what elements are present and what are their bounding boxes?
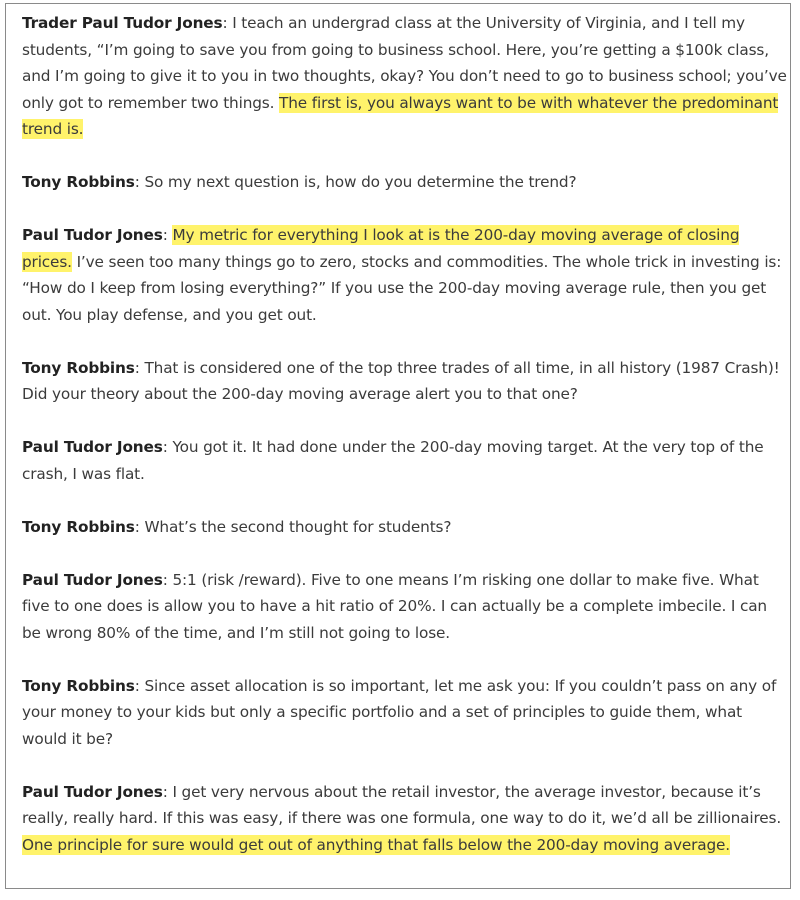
paragraph-text: :: [162, 226, 173, 244]
highlighted-text: My metric for everything I look at is the 200-day moving average of closing prices.: [22, 226, 740, 271]
transcript-paragraph: [22, 10, 788, 143]
transcript-paragraph: [22, 355, 788, 408]
speaker-name: Trader Paul Tudor Jones: [22, 14, 223, 32]
paragraph-text: : You got it. It had done under the 200-day moving target. At the very top of the crash, I was flat.: [22, 438, 764, 483]
transcript: [22, 10, 788, 885]
speaker-name: Paul Tudor Jones: [22, 782, 163, 801]
transcript-paragraph: [22, 567, 788, 647]
speaker-name: Paul Tudor Jones: [22, 438, 163, 456]
transcript-frame: [5, 3, 791, 889]
speaker-name: Paul Tudor Jones: [22, 570, 163, 589]
paragraph-text: : I get very nervous about the retail investor, the average investor, because it’s really, really hard. If this was easy, if there was one formula, one way to do it, we’d all be zillionaires.: [22, 782, 782, 827]
speaker-name: Tony Robbins: [22, 517, 135, 536]
paragraph-text: : I teach an undergrad class at the University of Virginia, and I tell my students, “I’m going to save you from going to business school. Here, you’re getting a $100k class, and I’m going to give it to you in two thoughts, okay? You don’t need to go to business school; you’ve only got to remember two things.: [22, 14, 787, 112]
paragraph-text-after: I’ve seen too many things go to zero, stocks and commodities. The whole trick in investing is: “How do I keep from losing everything?” If you use the 200-day moving average rule, then you get out. You play defense, and you get out.: [22, 252, 782, 324]
transcript-paragraph: [22, 673, 788, 753]
paragraph-text: : 5:1 (risk /reward). Five to one means I’m risking one dollar to make five. What five to one does is allow you to have a hit ratio of 20%. I can actually be a complete imbecile. I can be wrong 80% of the time, and I’m still not going to lose.: [22, 570, 767, 642]
speaker-name: Tony Robbins: [22, 358, 135, 377]
transcript-paragraph: [22, 222, 788, 328]
paragraph-text: : Since asset allocation is so important, let me ask you: If you couldn’t pass on any of your money to your kids but only a specific portfolio and a set of principles to guide them, what would it be?: [22, 676, 777, 748]
speaker-name: Tony Robbins: [22, 676, 135, 695]
transcript-paragraph: [22, 514, 788, 541]
paragraph-text: : That is considered one of the top three trades of all time, in all history (1987 Crash)! Did your theory about the 200-day moving average alert you to that one?: [22, 358, 780, 403]
highlighted-text: The first is, you always want to be with whatever the predominant trend is.: [22, 93, 779, 138]
speaker-name: Paul Tudor Jones: [22, 226, 163, 244]
paragraph-text: : What’s the second thought for students?: [134, 517, 452, 536]
transcript-paragraph: [22, 169, 788, 196]
paragraph-text: : So my next question is, how do you determine the trend?: [134, 173, 577, 191]
highlighted-text: One principle for sure would get out of anything that falls below the 200-day moving average.: [22, 835, 731, 854]
transcript-paragraph: [22, 779, 788, 859]
transcript-paragraph: [22, 434, 788, 487]
speaker-name: Tony Robbins: [22, 173, 135, 191]
